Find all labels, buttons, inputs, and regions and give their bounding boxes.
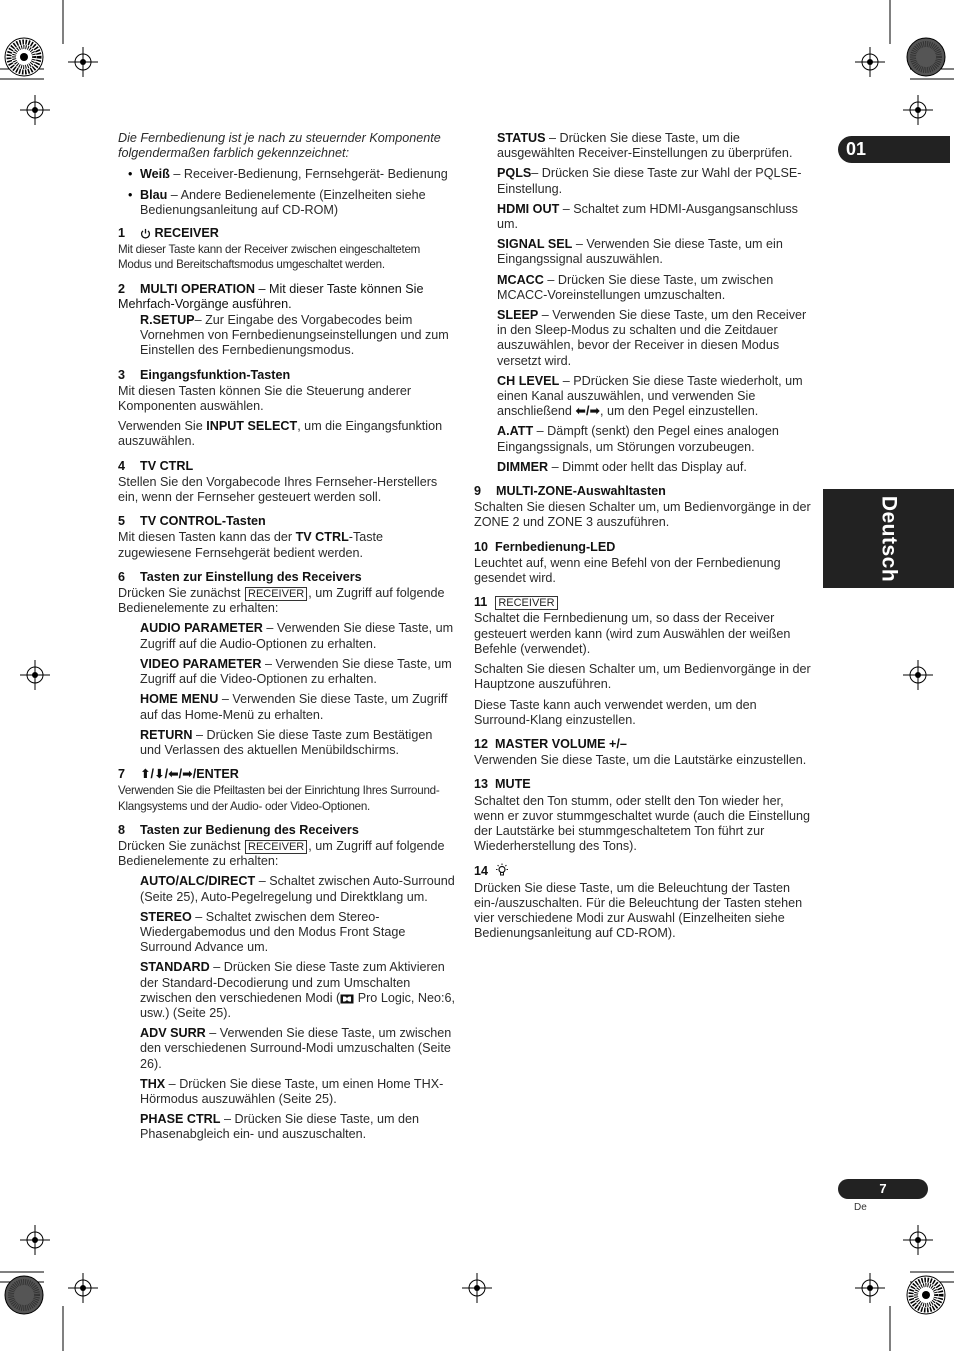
section-desc: Drücken Sie zunächst RECEIVER , um Zugriff auf folgende Bedienelemente zu erhalten:: [118, 586, 445, 616]
section-desc: Schaltet den Ton stumm, oder stellt den Ton wieder her, wenn er zuvor stummgeschaltet wurde (auch die Einstellung der Lautstärke bei stummgeschaltetem Ton führt zur Wiederherstellung des Tons).: [474, 793, 811, 854]
section-title: /ENTER: [192, 767, 239, 782]
section-desc: Mit diesen Tasten können Sie die Steuerung anderer Komponenten auswählen.: [118, 383, 412, 414]
section-desc: Mit diesen Tasten kann das der TV CTRL-Taste zugewiesene Fernsehgerät bedient werden.: [118, 530, 384, 560]
section-desc: Verwenden Sie INPUT SELECT, um die Eingangsfunktion auszuwählen.: [118, 419, 443, 449]
section-desc: Verwenden Sie die Pfeiltasten bei der Einrichtung Ihres Surround-Klangsystems und der Audio- oder Video-Optionen.: [118, 784, 440, 813]
language-tab: [823, 489, 954, 588]
section-desc: Leuchtet auf, wenn eine Befehl von der Fernbedienung gesendet wird.: [474, 555, 781, 586]
section-5: 5 TV CONTROL-Tasten Mit diesen Tasten kann das der TV CTRL-Taste zugewiesene Fernsehgerät bedient werden.: [118, 514, 456, 561]
section-title: TV CONTROL-Tasten: [140, 514, 266, 529]
language-tab-label: Deutsch: [877, 495, 901, 582]
intro-text: Die Fernbedienung ist je nach zu steuernder Komponente folgendermaßen farblich gekennzeichnet:: [118, 131, 441, 161]
sub-item: MCACC – Drücken Sie diese Taste, um zwischen MCACC-Voreinstellungen umzuschalten.: [497, 272, 774, 302]
sub-item: HOME MENU – Verwenden Sie diese Taste, um Zugriff auf das Home-Menü zu erhalten.: [140, 692, 448, 722]
section-title: Tasten zur Bedienung des Receivers: [140, 822, 359, 837]
sub-item: CH LEVEL – PDrücken Sie diese Taste wiederholt, um einen Kanal auszuwählen, und verwenden Sie anschließend ⬅/➡, um den Pegel einzustellen.: [497, 373, 803, 419]
arrow-keys-icon: ⬆/⬇/⬅/➡: [140, 767, 193, 782]
section-title: MUTE: [495, 777, 531, 792]
sub-item: A.ATT – Dämpft (senkt) den Pegel eines analogen Eingangssignals, um Störungen vorzubeugen.: [497, 424, 779, 454]
receiver-badge: RECEIVER: [245, 840, 307, 854]
chapter-number: 01: [838, 136, 950, 163]
section-desc: Drücken Sie zunächst RECEIVER , um Zugriff auf folgende Bedienelemente zu erhalten:: [118, 838, 445, 869]
sub-item: STEREO – Schaltet zwischen dem Stereo-Wiedergabemodus und den Modus Front Stage Surround Advance um.: [140, 909, 406, 955]
section-6: 6 Tasten zur Einstellung des Receivers Drücken Sie zunächst RECEIVER , um Zugriff auf folgende Bedienelemente zu erhalten: AUDIO PARAMETER – Verwenden Sie diese Taste, um Zugriff auf die Audio-Optionen zu erhalten. VIDEO PARAMETER – Verwenden Sie diese Taste, um Zugriff auf die Video-Optionen zu erhalten. HOME MENU – Verwenden Sie diese Taste, um Zugriff auf das Home-Menü zu erhalten. RETURN – Drücken Sie diese Taste zum Bestätigen und Verlassen des aktuellen Menübildschirms.: [118, 570, 456, 758]
section-8-continued: [474, 131, 812, 475]
section-13: 13 MUTE Schaltet den Ton stumm, oder stellt den Ton wieder her, wenn er zuvor stummgeschaltet wurde (auch die Einstellung der Lautstärke bei stummgeschaltetem Ton führt zur Wiederherstellung des Tons).: [474, 777, 811, 854]
section-desc: Diese Taste kann auch verwendet werden, um den Surround-Klang einzustellen.: [474, 697, 757, 727]
sub-item: AUDIO PARAMETER – Verwenden Sie diese Taste, um Zugriff auf die Audio-Optionen zu erhalten.: [140, 621, 454, 651]
sub-item: RETURN – Drücken Sie diese Taste zum Bestätigen und Verlassen des aktuellen Menübildschirms.: [140, 727, 433, 757]
section-1: 1 RECEIVER Mit dieser Taste kann der Receiver zwischen eingeschaltetem Modus und Bereitschaftsmodus umgeschaltet werden.: [118, 226, 456, 273]
section-desc: Schaltet die Fernbedienung um, so dass der Receiver gesteuert werden kann (wird zum Auswählen der weißen Befehle (verwendet).: [474, 611, 791, 656]
list-item: • Blau – Andere Bedienelemente (Einzelheiten siehe Bedienungsanleitung auf CD-ROM): [128, 188, 456, 218]
section-11: 11 RECEIVER Schaltet die Fernbedienung um, so dass der Receiver gesteuert werden kann (wird zum Auswählen der weißen Befehle (verwendet). Schalten Sie diesen Schalter um, um Bedienvorgänge in der Hauptzone auszuführen. Diese Taste kann auch verwendet werden, um den Surround-Klang einzustellen.: [474, 595, 811, 727]
sub-item: AUTO/ALC/DIRECT – Schaltet zwischen Auto-Surround (Seite 25), Auto-Pegelregelung und Direktklang um.: [140, 874, 455, 904]
section-4: 4 TV CTRL Stellen Sie den Vorgabecode Ihres Fernseher-Herstellers ein, wenn der Fernseher gesteuert werden soll.: [118, 459, 456, 506]
section-7: 7 ⬆/⬇/⬅/➡/ENTER Verwenden Sie die Pfeiltasten bei der Einrichtung Ihres Surround-Klangsystems und der Audio- oder Video-Optionen.: [118, 767, 456, 814]
page-language: De: [854, 1202, 867, 1213]
receiver-badge: RECEIVER: [495, 596, 557, 610]
section-14: 14 Drücken Sie diese Taste, um die Beleuchtung der Tasten ein-/auszuschalten. Für die Beleuchtung der Tasten stehen vier verschiedene Modi zur Auswahl (Einzelheiten siehe Bedienungsanleitung auf CD-ROM).: [474, 863, 812, 941]
section-desc: Schalten Sie diesen Schalter um, um Bedienvorgänge in der Hauptzone auszuführen.: [474, 662, 811, 692]
light-icon: [495, 863, 509, 877]
list-item: • Weiß – Receiver-Bedienung, Fernsehgerät- Bedienung: [128, 167, 456, 182]
section-title: MASTER VOLUME +/–: [495, 736, 627, 751]
sub-item: SLEEP – Verwenden Sie diese Taste, um den Receiver in den Sleep-Modus zu schalten und die Zeitdauer auszuwählen, bevor der Receiver in diesen Modus versetzt wird.: [497, 308, 807, 368]
sub-item: PQLS– Drücken Sie diese Taste zur Wahl der PQLSE-Einstellung.: [497, 166, 802, 196]
right-column: [474, 131, 812, 950]
sub-item: ADV SURR – Verwenden Sie diese Taste, um zwischen den verschiedenen Surround-Modi umzuschalten (Seite 26).: [140, 1026, 452, 1071]
sub-item: R.SETUP– Zur Eingabe des Vorgabecodes beim Vornehmen von Fernbedienungseinstellungen und zum Einstellen des Fernbedienungsmodus.: [140, 313, 449, 358]
section-title: TV CTRL: [140, 458, 194, 473]
section-desc: Mit dieser Taste kann der Receiver zwischen eingeschaltetem Modus und Bereitschaftsmodus umgeschaltet werden.: [118, 243, 421, 272]
sub-item: STANDARD – Drücken Sie diese Taste zum Aktivieren der Standard-Decodierung und zum Umschalten zwischen den verschiedenen Modi ( Pro Logic, Neo:6, usw.) (Seite 25).: [140, 960, 456, 1020]
section-title: Fernbedienung-LED: [495, 539, 616, 554]
section-title: MULTI-ZONE-Auswahltasten: [496, 484, 666, 499]
power-icon: [140, 228, 151, 239]
sub-item: THX – Drücken Sie diese Taste, um einen Home THX-Hörmodus auszuwählen (Seite 25).: [140, 1076, 444, 1106]
section-title: MULTI OPERATION: [140, 281, 255, 296]
section-9: 9 MULTI-ZONE-Auswahltasten Schalten Sie diesen Schalter um, um Bedienvorgänge in der ZONE 2 und ZONE 3 auszuführen.: [474, 484, 811, 530]
section-10: 10 Fernbedienung-LED Leuchtet auf, wenn eine Befehl von der Fernbedienung gesendet wird.: [474, 540, 812, 587]
section-2: 2 MULTI OPERATION – Mit dieser Taste können Sie Mehrfach-Vorgänge ausführen. R.SETUP– Zur Eingabe des Vorgabecodes beim Vornehmen von Fernbedienungseinstellungen und zum Einstellen des Fernbedienungsmodus.: [118, 282, 456, 359]
arrow-keys-icon: ⬅/➡: [575, 404, 601, 419]
sub-item: VIDEO PARAMETER – Verwenden Sie diese Taste, um Zugriff auf die Video-Optionen zu erhalten.: [140, 656, 452, 687]
sub-item: STATUS – Drücken Sie diese Taste, um die ausgewählten Receiver-Einstellungen zu überprüfen.: [497, 131, 793, 161]
section-title: Tasten zur Einstellung des Receivers: [140, 569, 362, 584]
section-desc: Verwenden Sie diese Taste, um die Lautstärke einzustellen.: [474, 753, 807, 768]
section-title: Eingangsfunktion-Tasten: [140, 367, 291, 382]
sub-item: DIMMER – Dimmt oder hellt das Display auf.: [497, 459, 747, 474]
receiver-badge: RECEIVER: [245, 587, 307, 601]
dolby-icon: [340, 994, 354, 1004]
left-column: [118, 131, 456, 1152]
sub-item: SIGNAL SEL – Verwenden Sie diese Taste, um ein Eingangssignal auszuwählen.: [497, 237, 783, 267]
section-desc: Schalten Sie diesen Schalter um, um Bedienvorgänge in der ZONE 2 und ZONE 3 auszuführen.: [474, 500, 811, 530]
section-title: RECEIVER: [154, 226, 219, 241]
sub-item: PHASE CTRL – Drücken Sie diese Taste, um den Phasenabgleich ein- und auszuschalten.: [140, 1112, 420, 1142]
section-desc: Drücken Sie diese Taste, um die Beleuchtung der Tasten ein-/auszuschalten. Für die Beleuchtung der Tasten stehen vier verschiedene Modi zur Auswahl (Einzelheiten siehe Bedienungsanleitung auf CD-ROM).: [474, 880, 803, 941]
sub-item: HDMI OUT – Schaltet zum HDMI-Ausgangsanschluss um.: [497, 201, 798, 232]
color-legend-list: [128, 167, 456, 218]
section-3: 3 Eingangsfunktion-Tasten Mit diesen Tasten können Sie die Steuerung anderer Komponenten auswählen. Verwenden Sie INPUT SELECT, um die Eingangsfunktion auszuwählen.: [118, 368, 456, 450]
section-desc: Stellen Sie den Vorgabecode Ihres Fernseher-Herstellers ein, wenn der Fernseher gesteuert werden soll.: [118, 474, 438, 505]
section-8: 8 Tasten zur Bedienung des Receivers Drücken Sie zunächst RECEIVER , um Zugriff auf folgende Bedienelemente zu erhalten: AUTO/ALC/DIRECT – Schaltet zwischen Auto-Surround (Seite 25), Auto-Pegelregelung und Direktklang um. STEREO – Schaltet zwischen dem Stereo-Wiedergabemodus und den Modus Front Stage Surround Advance um. STANDARD – Drücken Sie diese Taste zum Aktivieren der Standard-Decodierung und zum Umschalten zwischen den verschiedenen Modi ( Pro Logic, Neo:6, usw.) (Seite 25). ADV SURR – Verwenden Sie diese Taste, um zwischen den verschiedenen Surround-Modi umzuschalten (Seite 26). THX – Drücken Sie diese Taste, um einen Home THX-Hörmodus auszuwählen (Seite 25). PHASE CTRL – Drücken Sie diese Taste, um den Phasenabgleich ein- und auszuschalten.: [118, 822, 456, 1142]
page-number: 7: [838, 1179, 928, 1199]
section-12: 12 MASTER VOLUME +/– Verwenden Sie diese Taste, um die Lautstärke einzustellen.: [474, 737, 812, 768]
